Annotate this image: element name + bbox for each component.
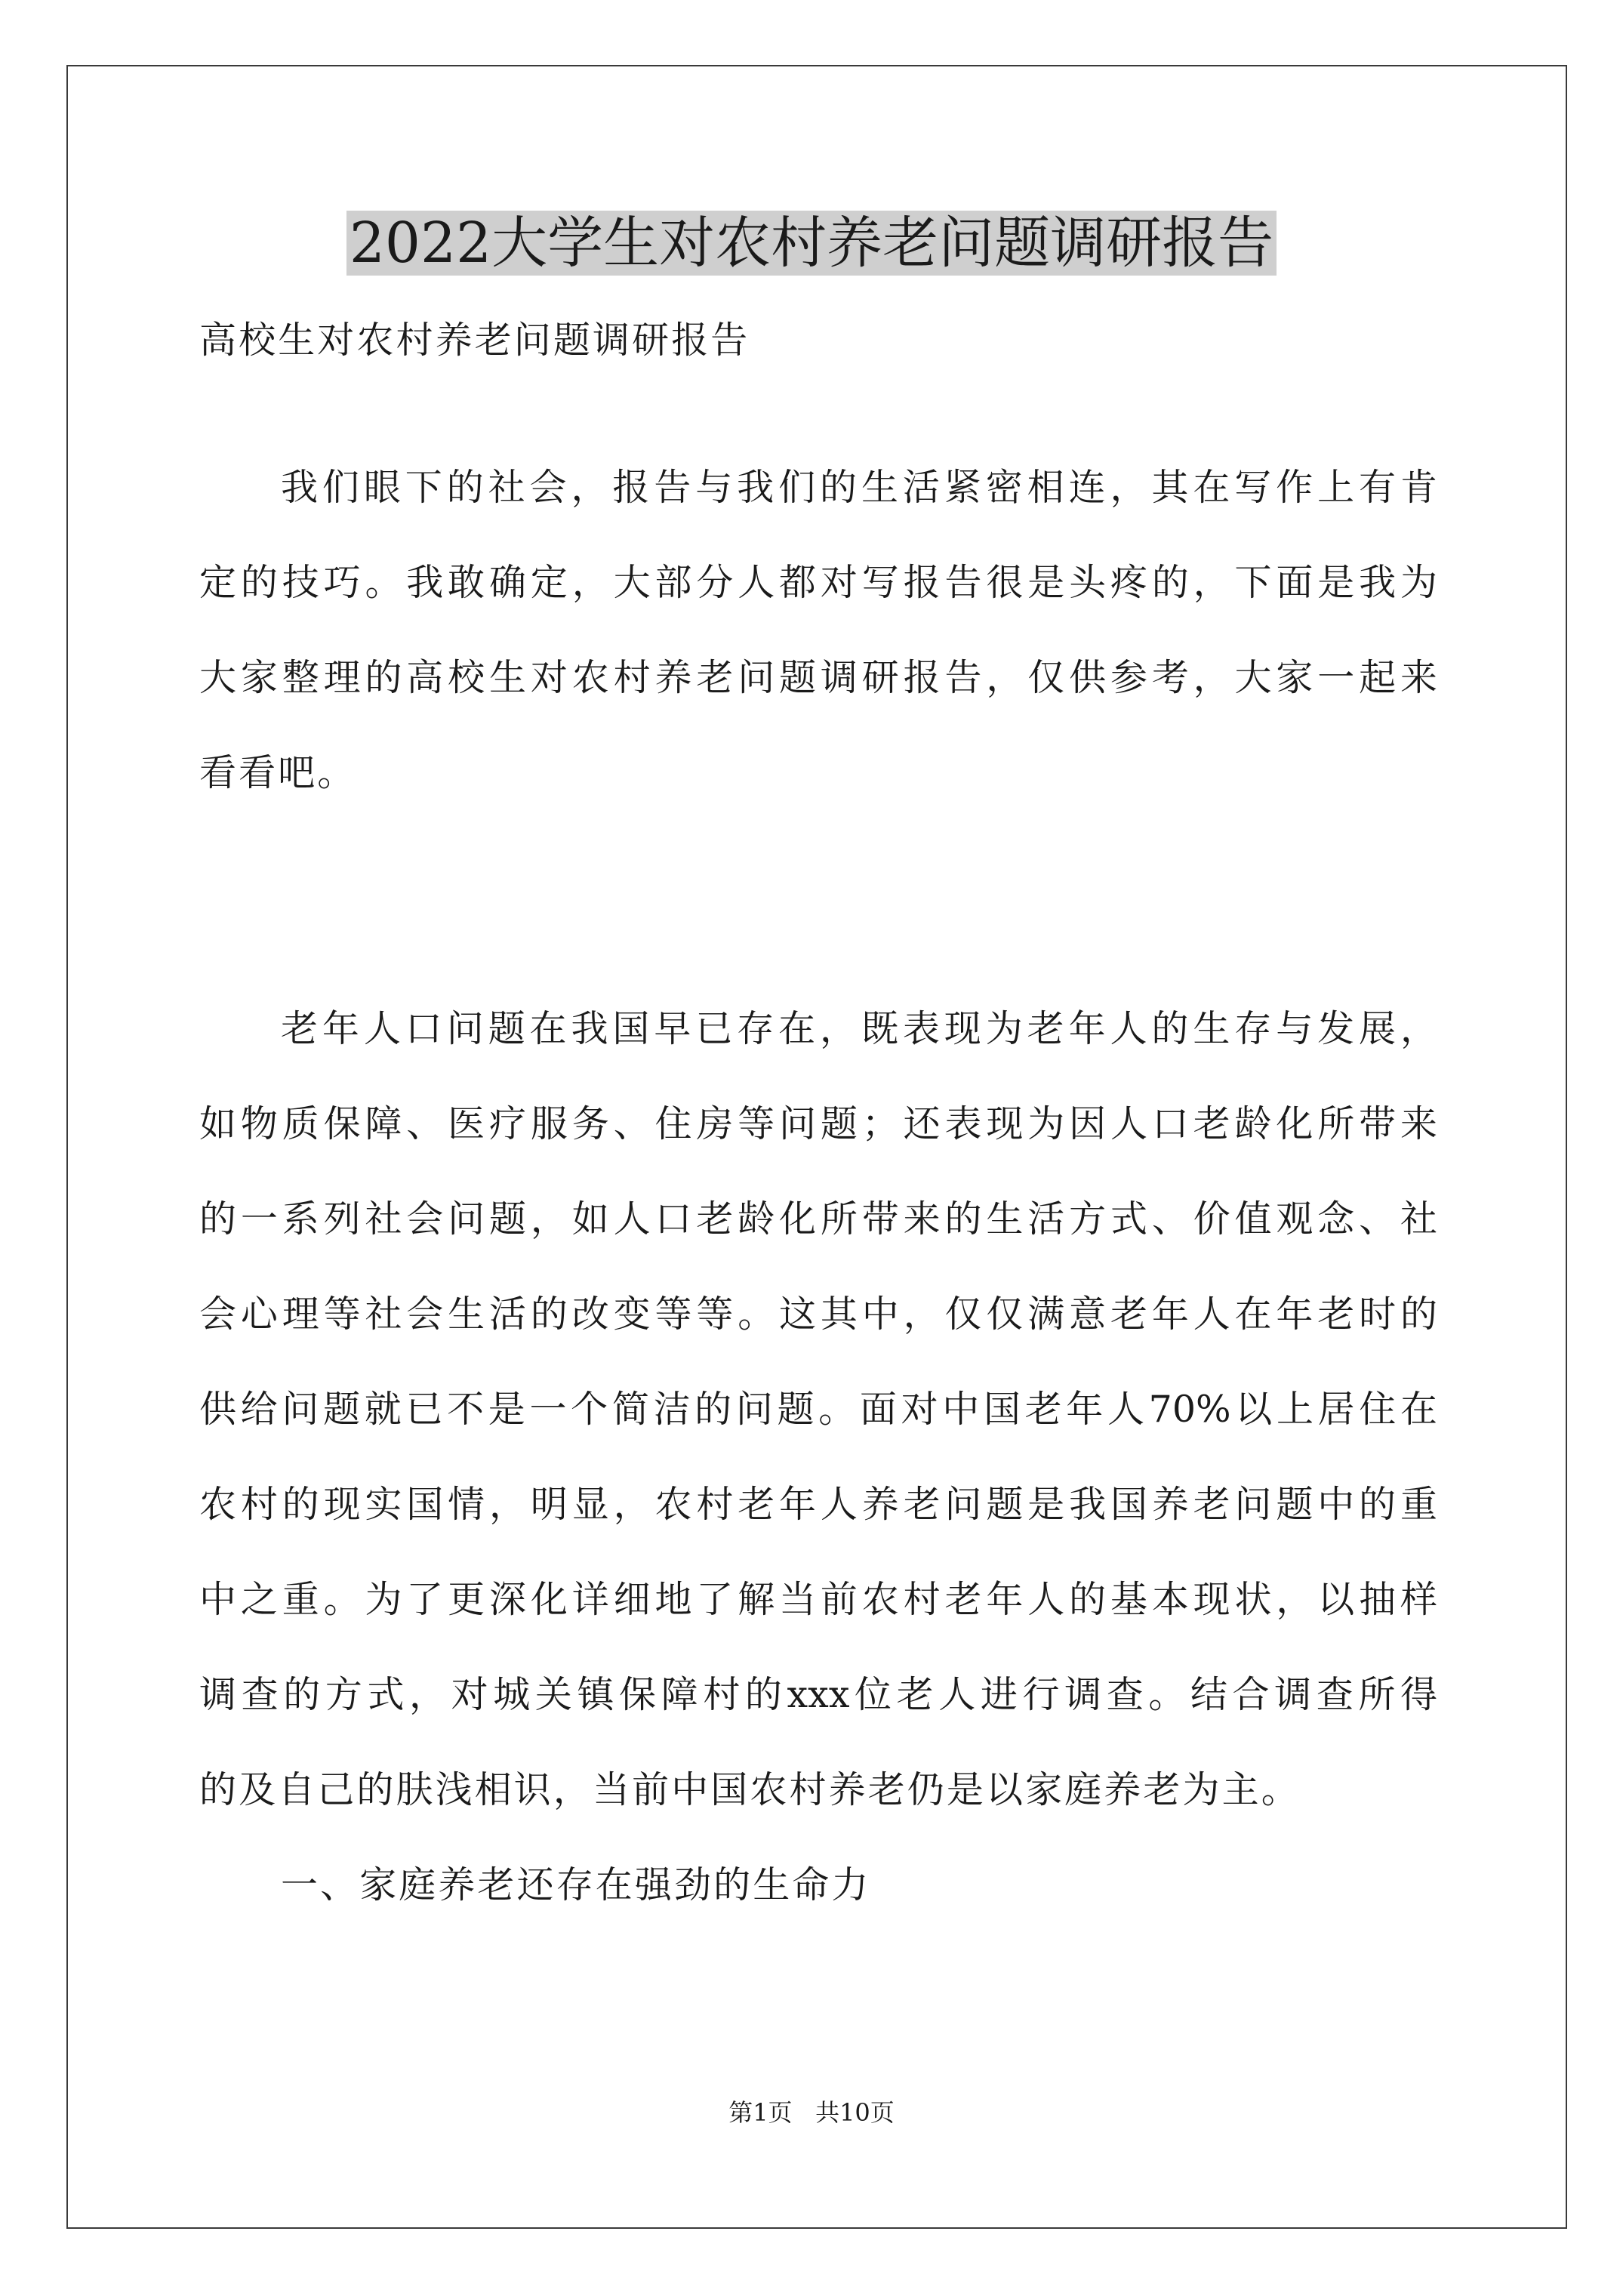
paragraph-1-line-4: 看看吧。 [199, 751, 357, 794]
paragraph-2-line-4: 会心理等社会生活的改变等等。这其中，仅仅满意老年人在年老时的 [199, 1293, 1437, 1336]
paragraph-2-line-8: 调查的方式，对城关镇保障村的xxx位老人进行调查。结合调查所得 [199, 1673, 1437, 1716]
paragraph-2-line-1: 老年人口问题在我国早已存在，既表现为老年人的生存与发展， [281, 1007, 1437, 1050]
paragraph-1-line-3: 大家整理的高校生对农村养老问题调研报告，仅供参考，大家一起来 [199, 656, 1437, 699]
page-number-footer: 第1页 共10页 [728, 2098, 895, 2127]
paragraph-2-line-7: 中之重。为了更深化详细地了解当前农村老年人的基本现状，以抽样 [199, 1578, 1437, 1621]
document-title-text: 2022大学生对农村养老问题调研报告 [346, 211, 1277, 276]
paragraph-2-line-9: 的及自己的肤浅相识，当前中国农村养老仍是以家庭养老为主。 [199, 1768, 1301, 1811]
document-subtitle: 高校生对农村养老问题调研报告 [199, 319, 750, 362]
section-heading: 一、家庭养老还存在强劲的生命力 [281, 1863, 871, 1906]
document-title [0, 202, 1623, 284]
paragraph-2-line-5: 供给问题就已不是一个简洁的问题。面对中国老年人70%以上居住在 [199, 1388, 1437, 1431]
paragraph-2-line-2: 如物质保障、医疗服务、住房等问题；还表现为因人口老龄化所带来 [199, 1102, 1437, 1145]
paragraph-1-line-1: 我们眼下的社会，报告与我们的生活紧密相连，其在写作上有肯 [281, 466, 1437, 509]
paragraph-1-line-2: 定的技巧。我敢确定，大部分人都对写报告很是头疼的，下面是我为 [199, 561, 1437, 604]
paragraph-2-line-6: 农村的现实国情，明显，农村老年人养老问题是我国养老问题中的重 [199, 1483, 1437, 1526]
paragraph-2-line-3: 的一系列社会问题，如人口老龄化所带来的生活方式、价值观念、社 [199, 1197, 1437, 1240]
